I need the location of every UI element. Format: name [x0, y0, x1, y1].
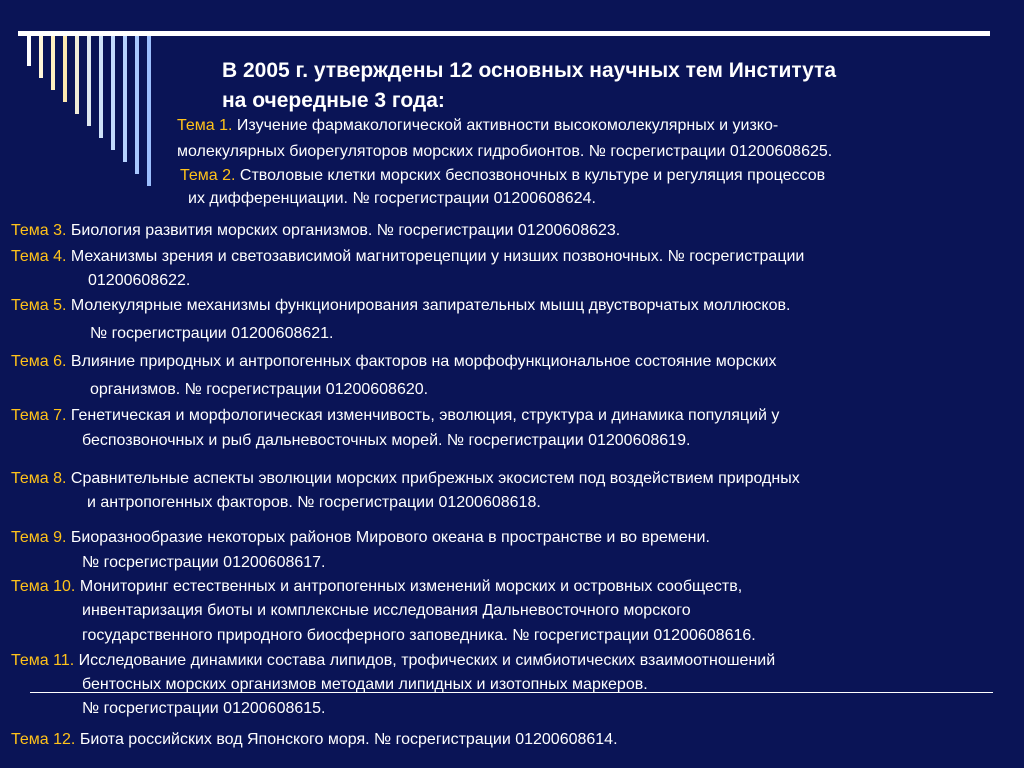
topic-text: Механизмы зрения и светозависимой магниторецепции у низших позвоночных. № госрегистрации [70, 248, 805, 265]
topic-text: их дифференциации. № госрегистрации 01200608624. [188, 190, 596, 207]
topic-text: организмов. № госрегистрации 01200608620. [90, 381, 429, 398]
topic-7-line-2 [82, 431, 690, 451]
topic-text: Биология развития морских организмов. № госрегистрации 01200608623. [70, 222, 621, 239]
topic-label: Тема 11. [11, 652, 75, 669]
topic-text: государственного природного биосферного заповедника. № госрегистрации 01200608616. [82, 627, 756, 644]
topic-label: Тема 9. [11, 529, 67, 546]
topic-7-line-1 [11, 406, 779, 426]
topic-text: Биота российских вод Японского моря. № госрегистрации 01200608614. [79, 731, 618, 748]
stripe [27, 36, 31, 66]
topic-label: Тема 2. [180, 167, 236, 184]
topic-8-line-1 [11, 469, 800, 489]
topic-label: Тема 10. [11, 578, 76, 595]
topic-text: бентосных морских организмов методами липидных и изотопных маркеров. [82, 676, 648, 693]
topic-11-line-1 [11, 651, 775, 671]
topic-label: Тема 4. [11, 248, 67, 265]
top-rule [18, 31, 990, 36]
page-title [222, 56, 836, 116]
topic-4-line-2 [88, 271, 190, 291]
title-line: В 2005 г. утверждены 12 основных научных тем Института [222, 59, 837, 82]
topic-label: Тема 3. [11, 222, 67, 239]
topic-label: Тема 6. [11, 353, 67, 370]
topic-3-line-1 [11, 221, 620, 241]
topic-text: Сравнительные аспекты эволюции морских прибрежных экосистем под воздействием природных [70, 470, 800, 487]
stripe [75, 36, 79, 114]
topic-text: беспозвоночных и рыб дальневосточных морей. № госрегистрации 01200608619. [82, 432, 691, 449]
topic-5-line-1 [11, 296, 790, 316]
stripe [39, 36, 43, 78]
topic-6-line-2 [90, 380, 428, 400]
topic-11-line-3 [82, 699, 326, 719]
stripe [135, 36, 139, 174]
topic-1-line-1 [177, 116, 778, 136]
stripe [123, 36, 127, 162]
topic-8-line-2 [87, 493, 541, 513]
topic-text: молекулярных биорегуляторов морских гидробионтов. № госрегистрации 01200608625. [177, 143, 833, 160]
topic-4-line-1 [11, 247, 804, 267]
topic-label: Тема 5. [11, 297, 67, 314]
topic-text: инвентаризация биоты и комплексные исследования Дальневосточного морского [82, 602, 691, 619]
topic-text: Влияние природных и антропогенных факторов на морфофункциональное состояние морских [70, 353, 777, 370]
topic-text: № госрегистрации 01200608615. [82, 700, 326, 717]
topic-11-line-2 [82, 675, 648, 695]
topic-text: Генетическая и морфологическая изменчивость, эволюция, структура и динамика популяций у [70, 407, 780, 424]
stripe [63, 36, 67, 102]
topic-label: Тема 8. [11, 470, 67, 487]
topic-text: Изучение фармакологической активности высокомолекулярных и уизко- [236, 117, 779, 134]
topic-label: Тема 12. [11, 731, 76, 748]
topic-text: Исследование динамики состава липидов, трофических и симбиотических взаимоотношений [78, 652, 776, 669]
topic-text: № госрегистрации 01200608617. [82, 554, 326, 571]
stripe [51, 36, 55, 90]
topic-text: Стволовые клетки морских беспозвоночных в культуре и регуляция процессов [239, 167, 826, 184]
topic-1-line-2 [177, 142, 832, 162]
topic-10-line-2 [82, 601, 691, 621]
stripe [87, 36, 91, 126]
topic-2-line-1 [180, 166, 825, 186]
topic-text: Биоразнообразие некоторых районов Мирового океана в пространстве и во времени. [70, 529, 710, 546]
topic-10-line-3 [82, 626, 756, 646]
topic-5-line-2 [90, 324, 334, 344]
topic-12-line-1 [11, 730, 618, 750]
topic-text: и антропогенных факторов. № госрегистрации 01200608618. [87, 494, 541, 511]
title-line: на очередные 3 года: [222, 89, 445, 112]
topic-9-line-1 [11, 528, 710, 548]
topic-label: Тема 1. [177, 117, 233, 134]
topic-label: Тема 7. [11, 407, 67, 424]
topic-text: Мониторинг естественных и антропогенных изменений морских и островных сообществ, [79, 578, 743, 595]
topic-text: № госрегистрации 01200608621. [90, 325, 334, 342]
topic-10-line-1 [11, 577, 742, 597]
topic-9-line-2 [82, 553, 326, 573]
topic-text: Молекулярные механизмы функционирования запирательных мышц двустворчатых моллюсков. [70, 297, 791, 314]
topic-6-line-1 [11, 352, 777, 372]
stripe [111, 36, 115, 150]
stripe [99, 36, 103, 138]
topic-2-line-2 [188, 189, 596, 209]
stripe [147, 36, 151, 186]
topic-text: 01200608622. [88, 272, 191, 289]
